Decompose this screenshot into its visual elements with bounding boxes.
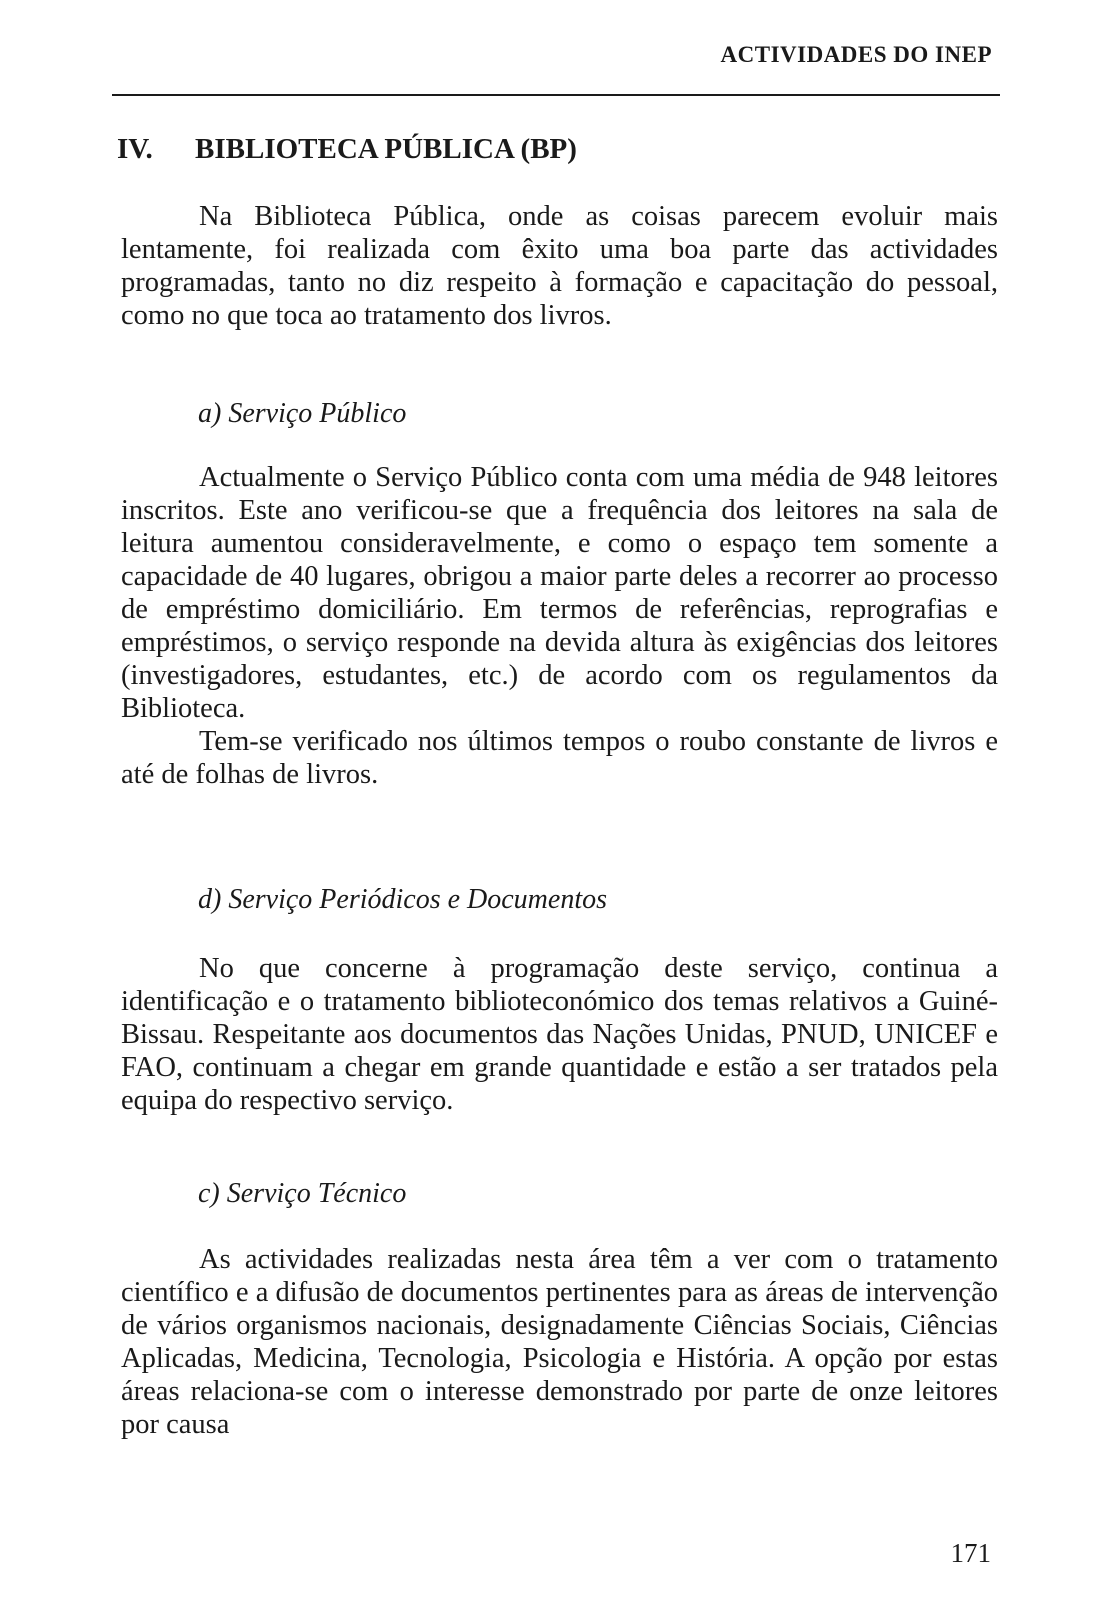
section-number: IV.: [117, 133, 153, 165]
servico-publico-block: [121, 461, 998, 791]
subsection-heading-servico-publico: a) Serviço Público: [198, 398, 407, 429]
paragraph: As actividades realizadas nesta área têm a ver com o tratamento científico e a difusão de documentos pertinentes para as áreas de intervenção de vários organismos nacionais, designadamente Ciências Sociais, Ciências Aplicadas, Medicina, Tecnologia, Psicologia e História. A opção por estas áreas relaciona-se com o interesse demonstrado por parte de onze leitores por causa: [121, 1244, 998, 1440]
page-number: 171: [950, 1538, 991, 1568]
intro-paragraph: Na Biblioteca Pública, onde as coisas parecem evoluir mais lentamente, foi realizada com êxito uma boa parte das actividades programadas, tanto no diz respeito à formação e capacitação do pessoal, como no que toca ao tratamento dos livros.: [121, 201, 998, 331]
section-title: [117, 133, 577, 166]
periodicos-block: [121, 952, 998, 1117]
running-header: ACTIVIDADES DO INEP: [720, 42, 992, 67]
header-rule: [112, 94, 1000, 96]
section-title-text: BIBLIOTECA PÚBLICA (BP): [195, 133, 577, 165]
subsection-heading-servico-tecnico: c) Serviço Técnico: [198, 1178, 407, 1209]
paragraph: No que concerne à programação deste serviço, continua a identificação e o tratamento biblioteconómico dos temas relativos a Guiné-Bissau. Respeitante aos documentos das Nações Unidas, PNUD, UNICEF e FAO, continuam a chegar em grande quantidade e estão a ser tratados pela equipa do respectivo serviço.: [121, 953, 998, 1116]
paragraph: Tem-se verificado nos últimos tempos o roubo constante de livros e até de folhas de livros.: [121, 726, 998, 790]
servico-tecnico-block: [121, 1243, 998, 1441]
intro-paragraph-block: [121, 200, 998, 332]
subsection-heading-periodicos: d) Serviço Periódicos e Documentos: [198, 884, 607, 915]
paragraph: Actualmente o Serviço Público conta com uma média de 948 leitores inscritos. Este ano verificou-se que a frequência dos leitores na sala de leitura aumentou consideravelmente, e como o espaço tem somente a capacidade de 40 lugares, obrigou a maior parte deles a recorrer ao processo de empréstimo domiciliário. Em termos de referências, reprografias e empréstimos, o serviço responde na devida altura às exigências dos leitores (investigadores, estudantes, etc.) de acordo com os regulamentos da Biblioteca.: [121, 462, 998, 724]
